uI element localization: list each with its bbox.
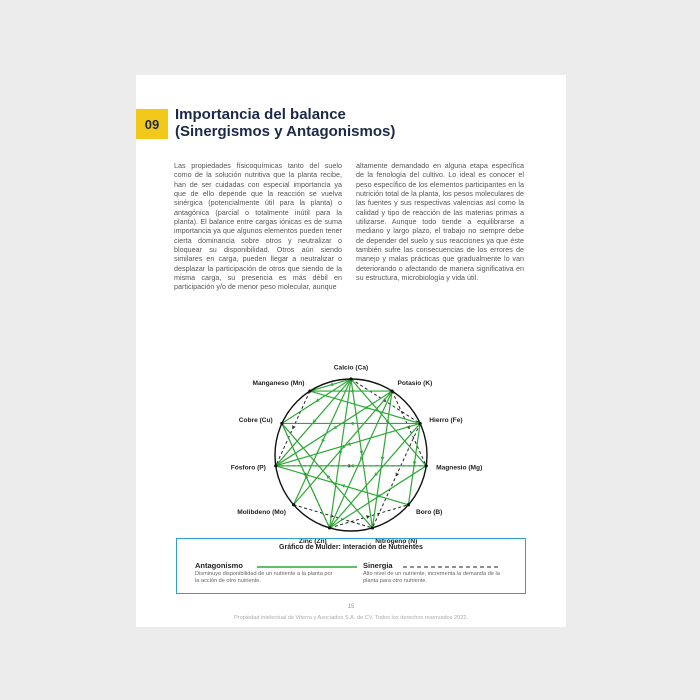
nutrient-node [390,389,393,392]
nutrient-label: Cobre (Cu) [238,416,273,424]
nutrient-node [328,526,331,529]
nutrient-label: Calcio (Ca) [333,364,369,372]
section-title [175,106,395,140]
nutrient-node [419,422,422,425]
legend-box [176,538,526,594]
section-title-line1: Importancia del balance [175,106,346,123]
synergy-line-sample [403,563,499,571]
copyright-footer: Propiedad intelectual de Viterra y Asociados S.A. de CV. Todos los derechos reservados 2022. [233,615,469,621]
nutrient-label: Molibdeno (Mo) [237,508,287,516]
body-column-right: altamente demandado en alguna etapa específica de la fenología del cultivo. Lo ideal es conocer el peso específico de los elementos participantes en la nutrición total de la planta, los pesos moleculares de las fuentes y sus respectivas valencias así como la calidad y tipo de reacción de las materias primas a utilizarse. Aunque todo tiende a equilibrarse a mediano y largo plazo, el trabajo no siempre debe de depender del suelo y sus reacciones ya que éste también sufre las consecuencias de los errores de manejo y malas prácticas que gradualmente lo van deteriorando o afectando de manera significativa en su estructura, microbiología y vida útil. [356,161,524,283]
nutrient-label: Manganeso (Mn) [252,380,305,388]
nutrient-label: Zinc (Zn) [298,538,327,546]
synergy-description: Alto nivel de un nutriente, incrementa la demanda de la planta para otro nutriente. [363,571,500,584]
section-title-line2: (Sinergismos y Antagonismos) [175,123,396,140]
mulder-chart [216,350,486,546]
antagonism-line-sample [257,563,357,571]
nutrient-node [425,464,428,467]
body-column-left: Las propiedades físicoquímicas tanto del suelo como de la solución nutritiva que la planta recibe, han de ser cuidadas con especial importancia ya que de ello depende que la reacción se vuelva sinérgica (potencialmente útil para la planta) o antagónica (parcial o totalmente inútil para la planta). El balance entre cargas iónicas es de suma importancia ya que algunos elementos pueden tener cierta dominancia sobre otros y neutralizar o bloquear su disponibilidad. Otros aún siendo similares en carga, pueden llegar a neutralizar o desplazar la participación de otros que siendo de la misma carga, su presencia es más débil en participación y/o de menor peso molecular, aunque [174,161,342,292]
nutrient-node [274,464,277,467]
nutrient-node [407,503,410,506]
section-number-badge: 09 [136,109,168,139]
nutrient-node [371,526,374,529]
document-page [136,75,566,627]
nutrient-node [308,389,311,392]
nutrient-node [349,377,352,380]
nutrient-label: Fósforo (P) [230,464,266,472]
synergy-label: Sinergia [363,561,393,570]
mulder-circle [275,379,427,531]
nutrient-label: Magnesio (Mg) [436,464,483,472]
nutrient-node [292,503,295,506]
antagonism-description: Disminuye disponibilidad de un nutriente a la planta por la acción de otro nutriente. [195,571,333,584]
page-number: 15 [347,604,355,610]
nutrient-label: Boro (B) [415,508,443,516]
nutrient-label: Potasio (K) [397,380,433,388]
antagonism-label: Antagonismo [195,561,243,570]
nutrient-label: Nitrógeno (N) [375,538,418,546]
nutrient-node [280,422,283,425]
interaction-links [276,379,426,528]
nutrient-label: Hierro (Fe) [429,416,463,424]
legend-title: Gráfico de Mulder: Interación de Nutrientes [279,544,423,551]
